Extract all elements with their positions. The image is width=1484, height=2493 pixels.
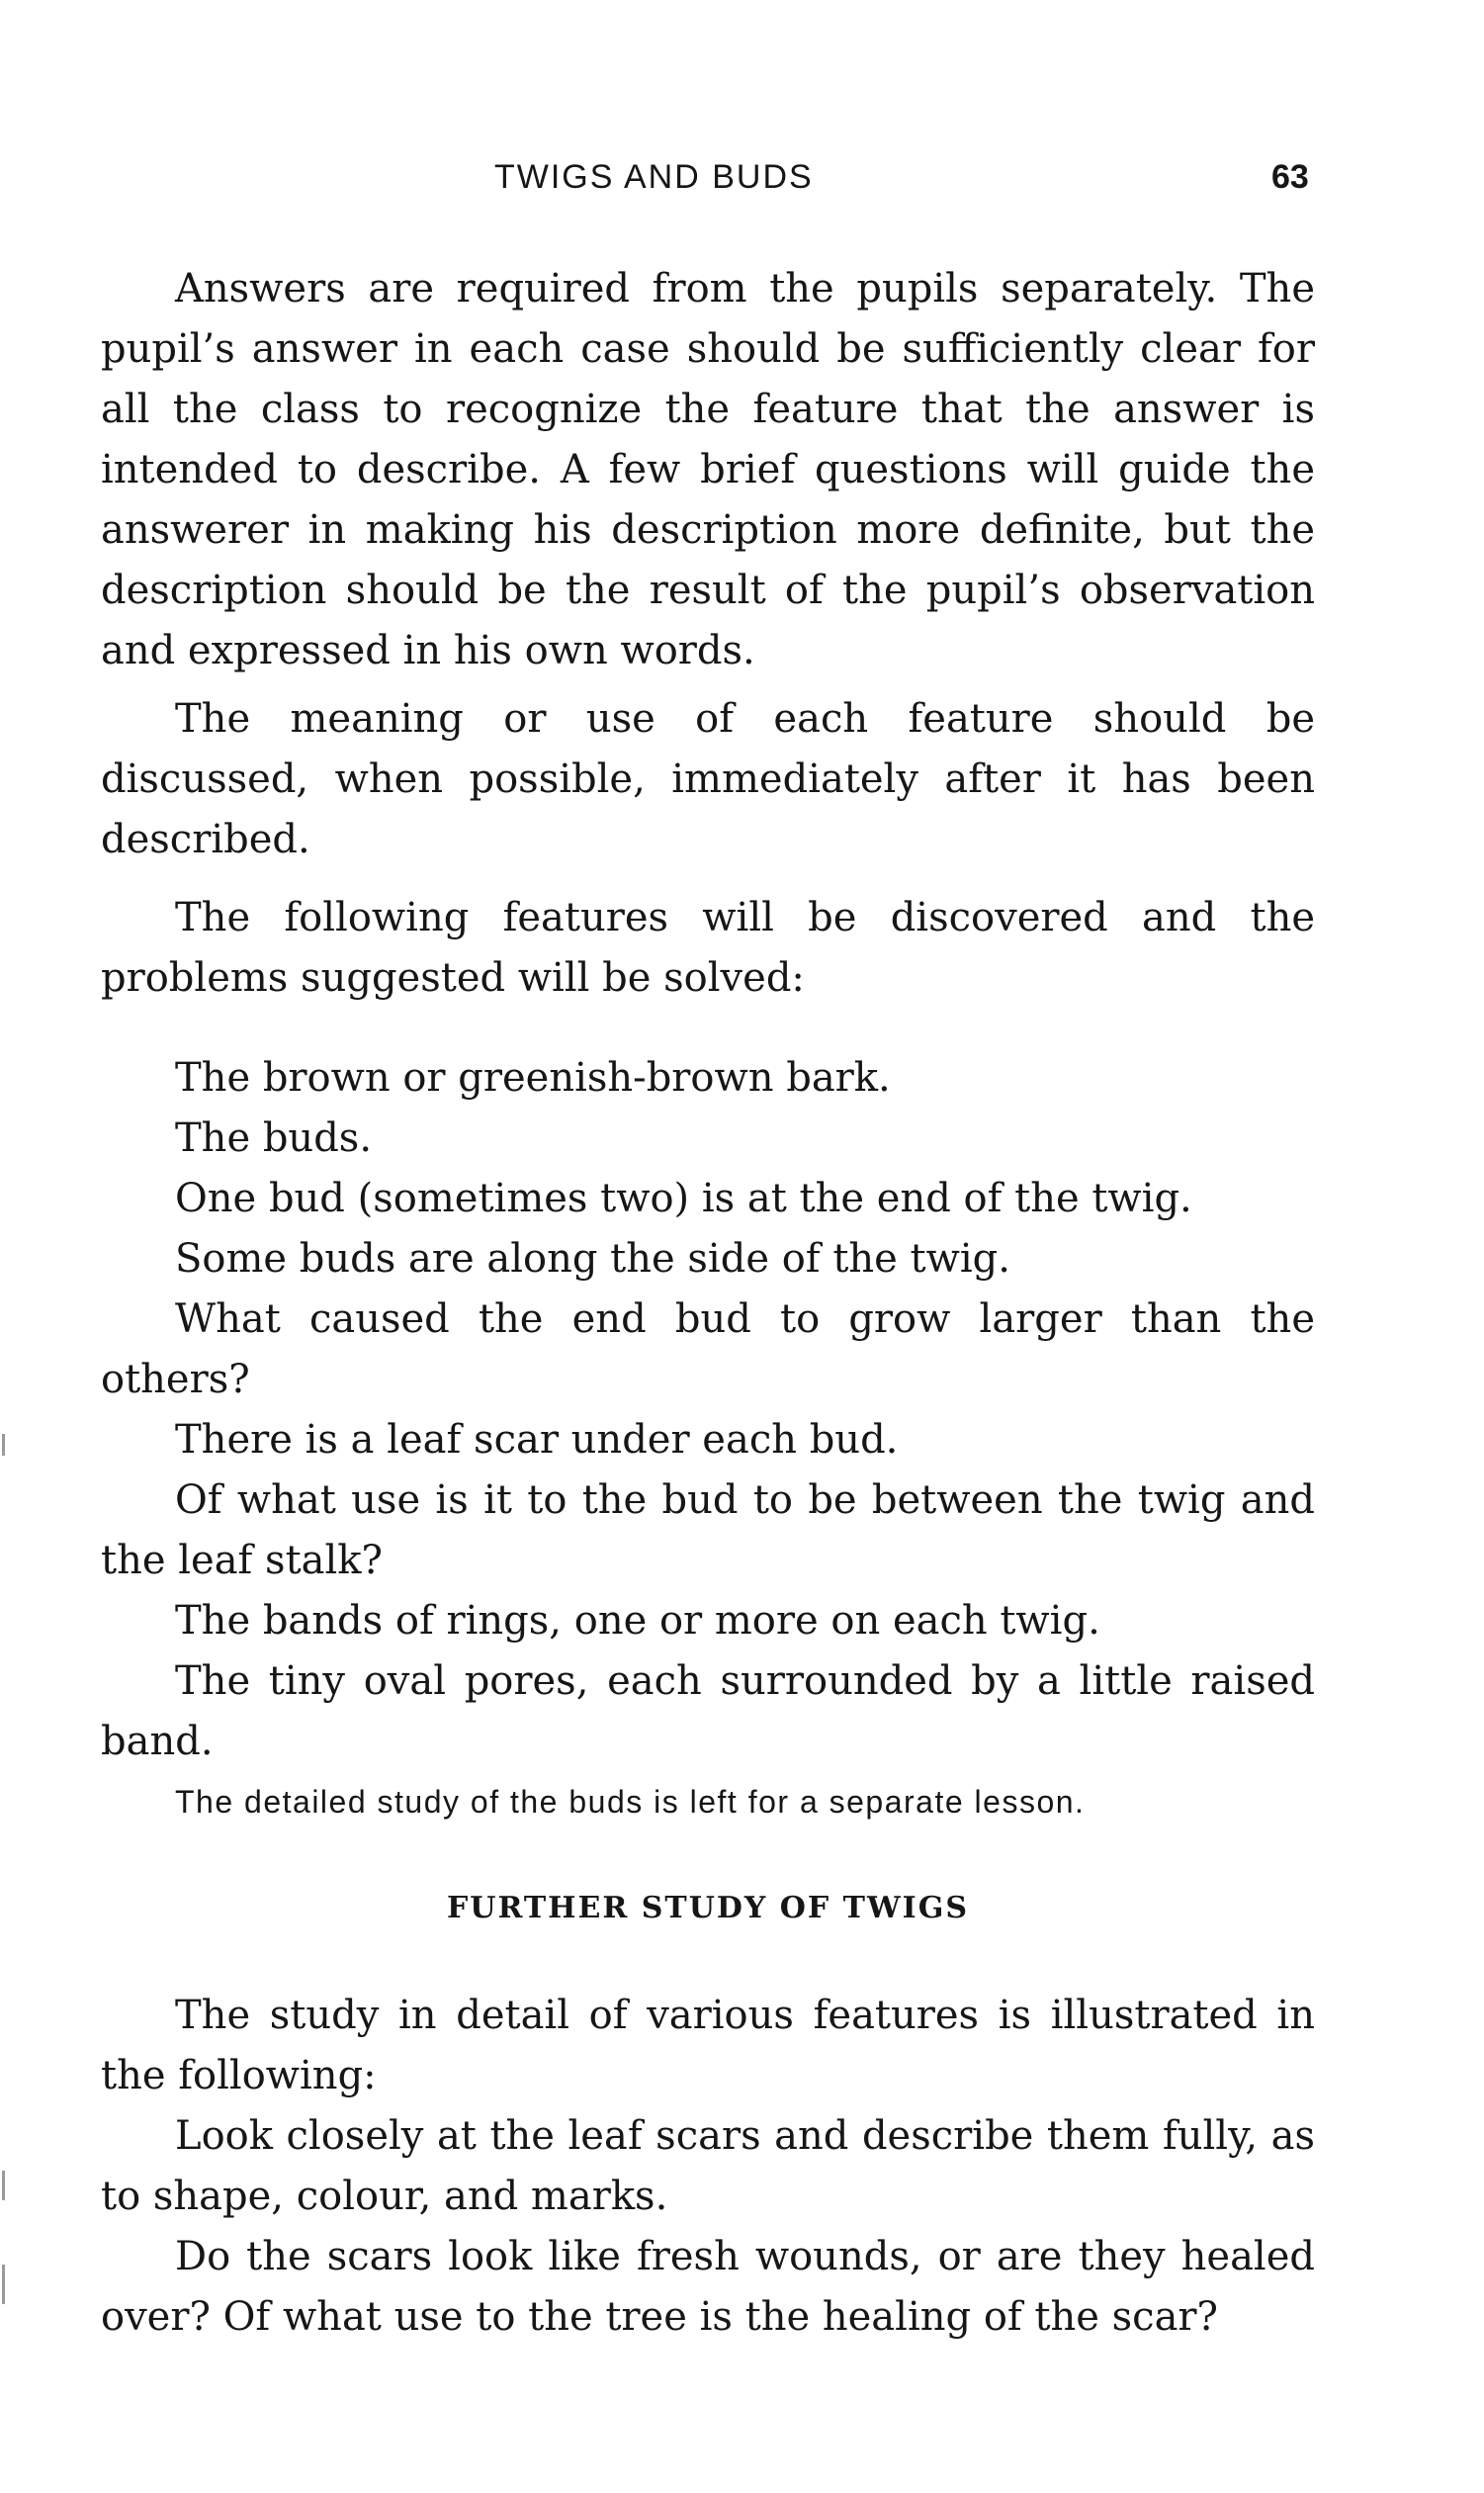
feature-item: One bud (sometimes two) is at the end of the twig. [175,1176,1192,1221]
paragraph-study-detail: The study in detail of various features is illustrated in the following: [101,1993,1315,2098]
feature-item: There is a leaf scar under each bud. [175,1417,899,1463]
feature-item: The tiny oval pores, each surrounded by a little raised band. [101,1658,1315,1764]
page-header [0,158,1484,198]
lesson-note: The detailed study of the buds is left for a separate lesson. [175,1784,1086,1820]
running-head: TWIGS AND BUDS [494,158,814,196]
scan-artifact-mark [2,2171,5,2200]
paragraph-meaning: The meaning or use of each feature should be discussed, when possible, immediately after it has been described. [101,696,1315,862]
feature-item: What caused the end bud to grow larger than the others? [101,1296,1315,1402]
paragraph-healing: Do the scars look like fresh wounds, or are they healed over? Of what use to the tree is the healing of the scar? [101,2234,1315,2340]
page-body [101,259,1315,2348]
paragraph-leaf-scars: Look closely at the leaf scars and describe them fully, as to shape, colour, and marks. [101,2113,1315,2219]
page-number: 63 [1271,158,1309,196]
feature-item: The bands of rings, one or more on each twig. [175,1598,1100,1644]
section-heading: FURTHER STUDY OF TWIGS [446,1891,969,1925]
scan-artifact-mark [2,1434,5,1456]
scan-artifact-mark [2,2265,5,2304]
feature-item: Some buds are along the side of the twig. [175,1236,1010,1282]
feature-item: Of what use is it to the bud to be between the twig and the leaf stalk? [101,1477,1315,1583]
feature-list [101,1048,1315,1772]
paragraph-features-intro: The following features will be discovered and the problems suggested will be solved: [101,895,1315,1001]
feature-item: The brown or greenish-brown bark. [175,1055,891,1101]
paragraph-answers: Answers are required from the pupils separately. The pupil’s answer in each case should be sufficiently clear for all the class to recognize the feature that the answer is intended to describe. A few brief questions will guide the answerer in making his description more definite, but the description should be the result of the pupil’s observation and expressed in his own words. [101,266,1315,673]
feature-item: The buds. [175,1115,373,1161]
